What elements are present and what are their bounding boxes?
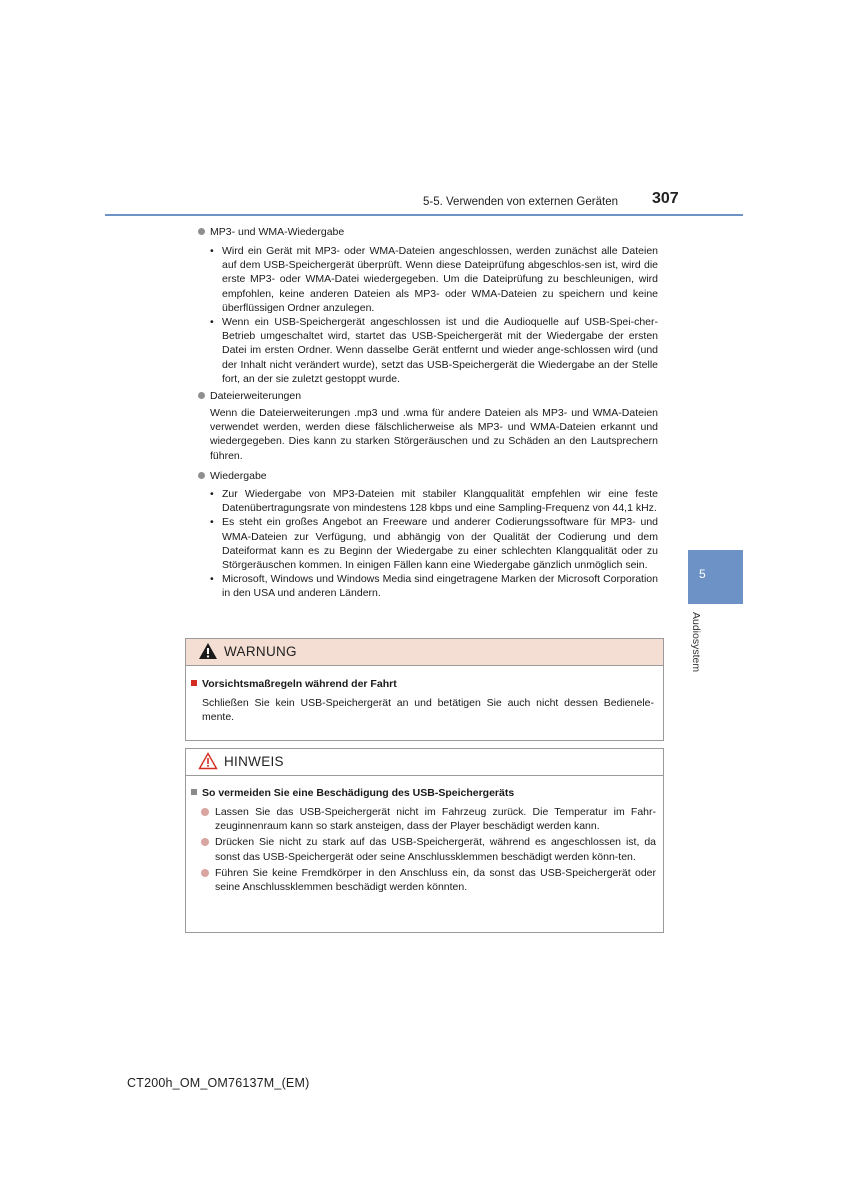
playback-bullet-list	[210, 487, 658, 601]
chapter-tab	[688, 550, 743, 604]
pink-dot-icon	[201, 808, 209, 816]
warning-subheading	[191, 678, 397, 690]
chapter-number: 5	[699, 567, 706, 581]
list-item-text: Zur Wiedergabe von MP3-Dateien mit stabiler Klangqualität empfehlen wir eine feste Datenübertragungsrate von mindestens 128 kbps und eine Sampling-Frequenz von 44,1 kHz.	[222, 488, 658, 515]
list-item	[201, 835, 656, 863]
bullet-icon: •	[210, 316, 214, 329]
notice-box	[185, 748, 664, 933]
list-item	[201, 866, 656, 894]
list-item-text: Es steht ein großes Angebot an Freeware und anderer Codierungssoftware für MP3- und WMA-Dateien zur Verfügung, und abhängig von der Qualität der Codierung und dem Dateiformat kann es zu Beginn der Wiedergabe zu einer schlechten Klangqualität oder zu Störgeräuschen kommen. In einigen Fällen kann eine Wiedergabe gänzlich unmöglich sein.	[222, 516, 658, 572]
section-heading-label: MP3- und WMA-Wiedergabe	[210, 226, 345, 238]
notice-subheading	[191, 787, 514, 799]
gray-square-icon	[191, 789, 197, 795]
section-title: 5-5. Verwenden von externen Geräten	[423, 196, 618, 208]
bullet-icon: •	[210, 516, 214, 529]
list-item	[210, 244, 658, 315]
chapter-label: Audiosystem	[690, 612, 702, 673]
bullet-dot-icon	[198, 228, 205, 235]
warning-triangle-icon	[198, 642, 218, 660]
section-heading-mp3	[198, 225, 344, 239]
warning-text: Schließen Sie kein USB-Speichergerät an und betätigen Sie auch nicht dessen Bedienele-mente.	[202, 697, 654, 724]
pink-dot-icon	[201, 838, 209, 846]
header-rule	[105, 214, 743, 216]
list-item	[201, 805, 656, 833]
bullet-dot-icon	[198, 472, 205, 479]
red-square-icon	[191, 680, 197, 686]
section-heading-label: Dateierweiterungen	[210, 390, 302, 402]
list-item	[210, 572, 658, 600]
page-number: 307	[652, 190, 679, 207]
bullet-icon: •	[210, 488, 214, 500]
section-heading-label: Wiedergabe	[210, 470, 267, 482]
caution-triangle-icon	[198, 752, 218, 770]
warning-subheading-label: Vorsichtsmaßregeln während der Fahrt	[202, 678, 397, 690]
mp3-bullet-list	[210, 244, 658, 386]
section-heading-extensions	[198, 389, 301, 403]
bullet-icon: •	[210, 245, 214, 257]
footer-document-code: CT200h_OM_OM76137M_(EM)	[127, 1076, 310, 1090]
list-item	[210, 487, 658, 515]
warning-header	[186, 639, 663, 666]
list-item-text: Lassen Sie das USB-Speichergerät nicht im Fahrzeug zurück. Die Temperatur im Fahr-zeuginnenraum kann so stark ansteigen, dass der Player beschädigt werden kann.	[215, 806, 656, 833]
list-item-text: Führen Sie keine Fremdkörper in den Anschluss ein, da sonst das USB-Speichergerät oder seine Anschlussklemmen beschädigt werden könnten.	[215, 866, 656, 894]
list-item-text: Wenn ein USB-Speichergerät angeschlossen ist und die Audioquelle auf USB-Spei-cher-Betrieb umgeschaltet wird, startet das USB-Speichergerät mit der Wiedergabe der ersten Datei im ersten Ordner. Wenn dasselbe Gerät entfernt und wieder ange-schlossen wird (und der Inhalt nicht verändert wurde), setzt das USB-Speichergerät die Wiedergabe an der Stelle fort, an der sie zuletzt gestoppt wurde.	[222, 316, 658, 385]
list-item-text: Drücken Sie nicht zu stark auf das USB-Speichergerät, während es angeschlossen ist, da sonst das USB-Speichergerät oder seine Anschlussklemmen beschädigt werden könn-ten.	[215, 836, 656, 863]
notice-list	[201, 805, 656, 896]
notice-title: HINWEIS	[224, 754, 284, 769]
list-item-text: Microsoft, Windows und Windows Media sind eingetragene Marken der Microsoft Corporation in den USA und anderen Ländern.	[222, 573, 658, 600]
list-item-text: Wird ein Gerät mit MP3- oder WMA-Dateien angeschlossen, werden zunächst alle Dateien auf dem USB-Speichergerät überprüft. Wenn diese Dateiprüfung abgeschlos-sen ist, wird die erste MP3- oder WMA-Datei wiedergegeben. Um die Dateiprüfung zu beschleunigen, wird empfohlen, keine anderen Dateien als MP3- oder WMA-Dateien zu speichern und keine überflüssigen Ordner anzulegen.	[222, 245, 658, 314]
notice-header	[186, 749, 663, 776]
section-heading-playback	[198, 469, 267, 483]
list-item	[210, 315, 658, 386]
warning-title: WARNUNG	[224, 644, 297, 659]
extensions-paragraph: Wenn die Dateierweiterungen .mp3 und .wma für andere Dateien als MP3- und WMA-Dateien verwendet werden, werden diese fälschlicherweise als MP3- und WMA-Dateien erkannt und wiedergegeben. Dies kann zu starken Störgeräuschen und zu Schäden an den Lautsprechern führen.	[210, 407, 658, 462]
pink-dot-icon	[201, 869, 209, 877]
list-item	[210, 515, 658, 572]
warning-box	[185, 638, 664, 741]
bullet-icon: •	[210, 573, 214, 586]
bullet-dot-icon	[198, 392, 205, 399]
notice-subheading-label: So vermeiden Sie eine Beschädigung des USB-Speichergeräts	[202, 787, 515, 799]
